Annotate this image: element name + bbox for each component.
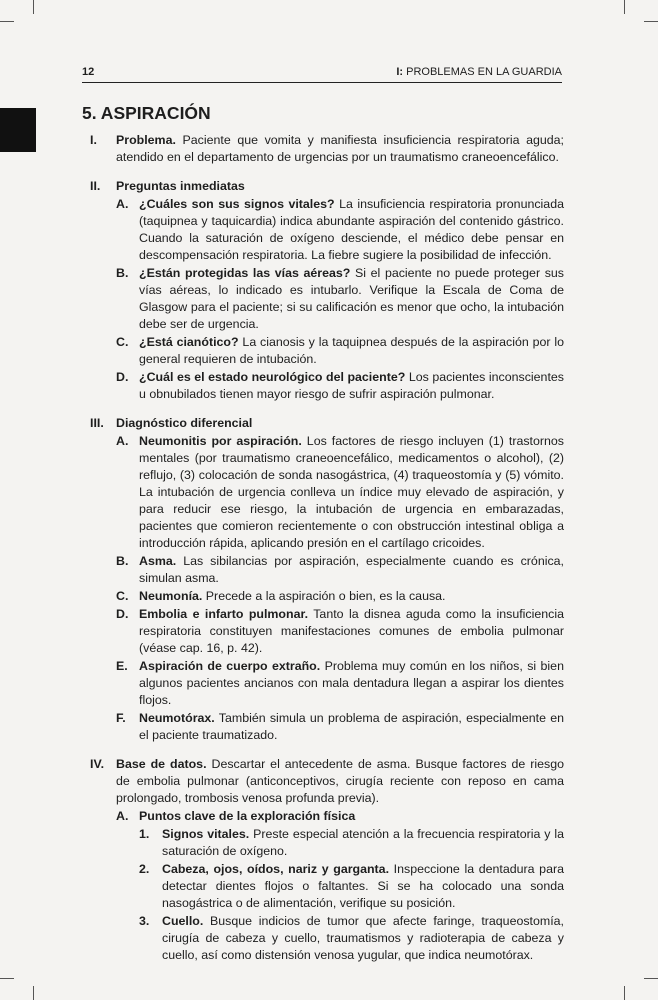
list-item: A. ¿Cuáles son sus signos vitales? La insuficiencia respiratoria pronunciada (taquipnea y taquicardia) indica abundante aspiración del contenido gástrico. Cuando la saturación de oxígeno desciende, el médico debe pensar en descompensación respiratoria. La fiebre sugiere la posibilidad de infección. — [116, 197, 564, 262]
section-heading: Diagnóstico diferencial — [116, 416, 253, 430]
running-title: I: PROBLEMAS EN LA GUARDIA — [396, 66, 562, 78]
list-item: C. Neumonía. Precede a la aspiración o bien, es la causa. — [116, 589, 446, 603]
crop-mark — [624, 986, 625, 1000]
crop-mark — [0, 21, 14, 22]
list-item: F. Neumotórax. También simula un problema de aspiración, especialmente en el paciente traumatizado. — [116, 711, 564, 742]
list-item: C. ¿Está cianótico? La cianosis y la taquipnea después de la aspiración por lo general requieren de intubación. — [116, 335, 565, 366]
section-database — [82, 756, 564, 964]
section-problem — [82, 132, 564, 166]
crop-mark — [624, 0, 625, 14]
list-item: D. ¿Cuál es el estado neurológico del paciente? Los pacientes inconscientes u obnubilados tienen mayor riesgo de sufrir aspiración pulmonar. — [116, 370, 564, 401]
page-body — [82, 102, 564, 964]
section-lead: Problema. — [116, 133, 176, 147]
list-item: D. Embolia e infarto pulmonar. Tanto la disnea aguda como la insuficiencia respiratoria constituyen manifestaciones comunes de embolia pulmonar (véase cap. 16, p. 42). — [116, 607, 565, 655]
section-number: III. — [90, 416, 104, 430]
list-item: B. ¿Están protegidas las vías aéreas? Si el paciente no puede proteger sus vías aéreas, lo indicado es intubarlo. Verifique la Escala de Coma de Glasgow para el paciente; si su calificación es menor que ocho, la intubación debe ser de urgencia. — [116, 266, 564, 331]
crop-mark — [644, 21, 658, 22]
section-heading: Preguntas inmediatas — [116, 179, 245, 193]
list-item: 1. Signos vitales. Preste especial atención a la frecuencia respiratoria y la saturación de oxígeno. — [139, 827, 564, 858]
section-number: II. — [90, 179, 101, 193]
page-number: 12 — [82, 66, 95, 78]
list-item: A. Neumonitis por aspiración. Los factores de riesgo incluyen (1) trastornos mentales (por traumatismo craneoencefálico, medicamentos o alcohol), (2) reflujo, (3) colocación de sonda nasogástrica, (4) traqueostomía y (5) vómito. La intubación de urgencia conlleva un índice muy elevado de aspiración, y para reducir ese riesgo, la intubación de urgencia en embarazadas, pacientes que comieron recientemente o con obstrucción intestinal obliga a introducción rápida, aplicando presión en el cartílago cricoides. — [116, 434, 564, 550]
running-header — [82, 66, 562, 83]
crop-mark — [0, 978, 14, 979]
section-number: IV. — [90, 757, 105, 771]
section-number: I. — [90, 133, 97, 147]
chapter-thumb-tab — [0, 108, 36, 152]
list-item: 3. Cuello. Busque indicios de tumor que afecte faringe, traqueostomía, cirugía de cabeza y cuello, traumatismos y radioterapia de cabeza y cuello, así como distensión venosa yugular, que indica neumotórax. — [139, 914, 564, 962]
section-immediate-questions — [82, 178, 564, 403]
crop-mark — [644, 978, 658, 979]
section-text: Paciente que vomita y manifiesta insuficiencia respiratoria aguda; atendido en el departamento de urgencias por un traumatismo craneoencefálico. — [116, 133, 564, 164]
crop-mark — [33, 0, 34, 14]
crop-mark — [33, 986, 34, 1000]
section-differential-diagnosis — [82, 415, 564, 744]
chapter-title: 5. ASPIRACIÓN — [82, 103, 211, 123]
subsection-physical-exam: A. Puntos clave de la exploración física 1. Signos vitales. Preste especial atención a la frecuencia respiratoria y la saturación de oxígeno. 2. Cabeza, ojos, oídos, nariz y garganta. Inspeccione la dentadura para detectar dientes flojos o faltantes. Si se ha colocado una sonda nasogástrica o de alimentación, verifique su posición. 3. Cuello. Busque indicios de tumor que afecte faringe, traqueostomía, cirugía de cabeza y cuello, traumatismos y radioterapia de cabeza y cuello, así como distensión venosa yugular, que indica neumotórax. — [116, 809, 564, 962]
list-item: B. Asma. Las sibilancias por aspiración, especialmente cuando es crónica, simulan asma. — [116, 554, 564, 585]
section-intro: Base de datos. Descartar el antecedente de asma. Busque factores de riesgo de embolia pulmonar (anticonceptivos, cirugía reciente con reposo en cama prolongado, trombosis venosa profunda previa). — [116, 757, 564, 805]
list-item: E. Aspiración de cuerpo extraño. Problema muy común en los niños, si bien algunos pacientes ancianos con mala dentadura llegan a aspirar los dientes flojos. — [116, 659, 564, 707]
list-item: 2. Cabeza, ojos, oídos, nariz y garganta. Inspeccione la dentadura para detectar dientes flojos o faltantes. Si se ha colocado una sonda nasogástrica o de alimentación, verifique su posición. — [139, 862, 564, 910]
subsection-heading: Puntos clave de la exploración física — [139, 809, 356, 823]
